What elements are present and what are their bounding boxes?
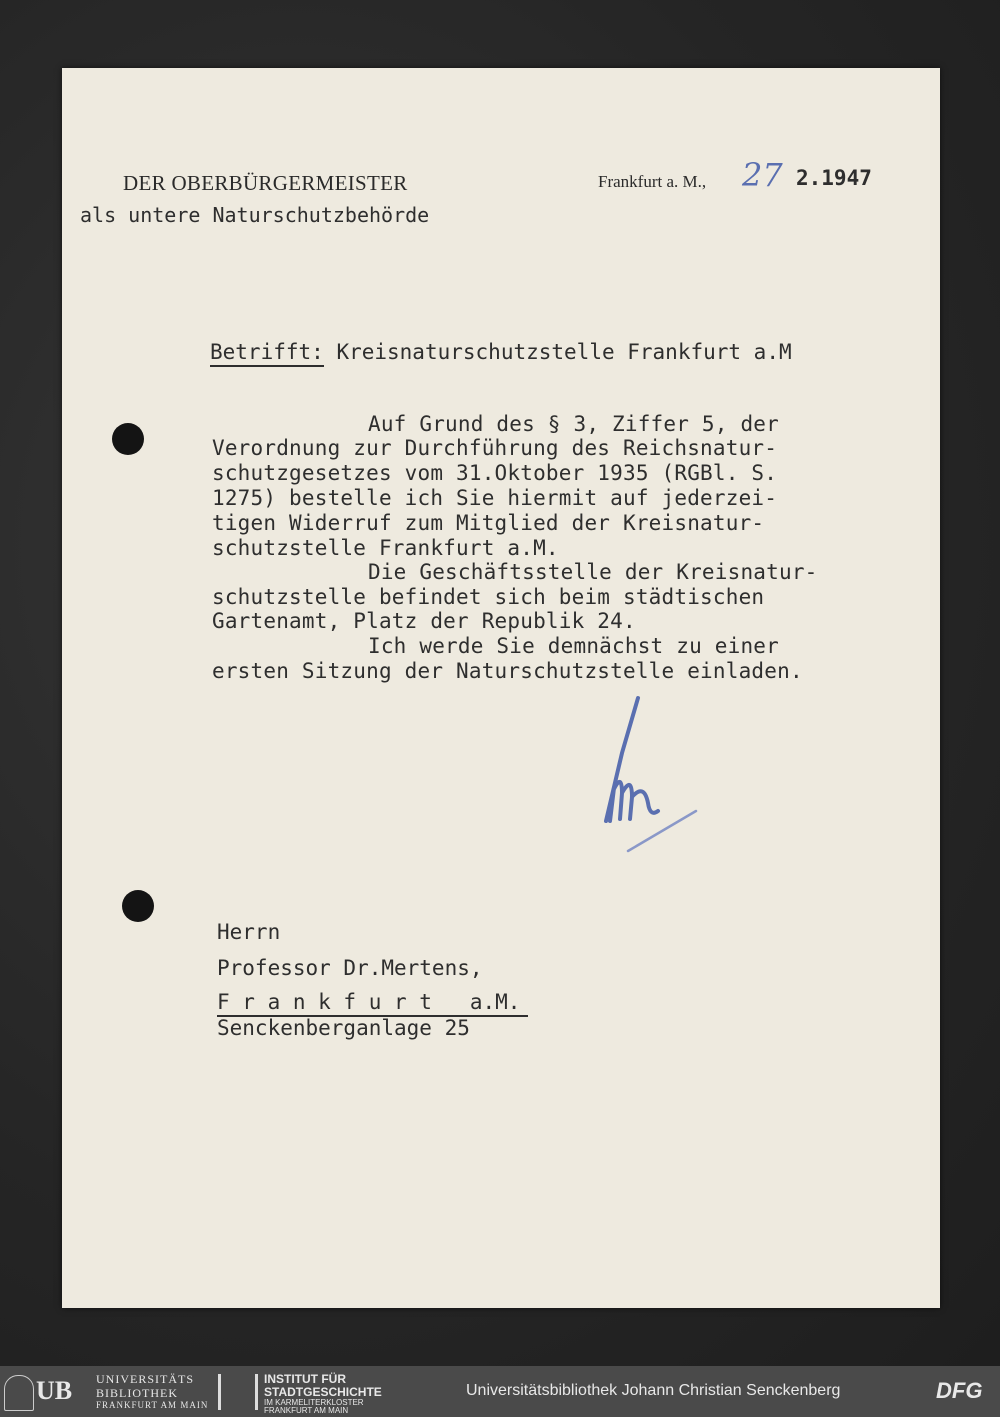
isg-line2: STADTGESCHICHTE <box>264 1385 382 1399</box>
isg-line4: FRANKFURT AM MAIN <box>264 1406 349 1415</box>
signature-scribble <box>592 693 712 863</box>
body-line: Ich werde Sie demnächst zu einer <box>368 634 779 658</box>
subject-text: Kreisnaturschutzstelle Frankfurt a.M <box>336 340 792 364</box>
subject-line <box>210 340 792 364</box>
body-line: ersten Sitzung der Naturschutzstelle einladen. <box>212 659 803 683</box>
body-line: schutzstelle Frankfurt a.M. <box>212 536 559 560</box>
punch-hole-top <box>112 423 144 455</box>
letterhead-authority: als untere Naturschutzbehörde <box>80 203 430 227</box>
date-month-year: 2.1947 <box>796 166 872 190</box>
date-day-handwritten: 27 <box>742 156 783 194</box>
recipient-street: Senckenberganlage 25 <box>217 1016 470 1040</box>
ub-logo: UB <box>36 1376 73 1405</box>
ub-line3: FRANKFURT AM MAIN <box>96 1400 209 1410</box>
body-line: Auf Grund des § 3, Ziffer 5, der <box>368 412 779 436</box>
body-line: Verordnung zur Durchführung des Reichsnatur- <box>212 436 778 460</box>
body-line: Die Geschäftsstelle der Kreisnatur- <box>368 560 818 584</box>
body-line: tigen Widerruf zum Mitglied der Kreisnatur- <box>212 511 765 535</box>
footer-bar <box>0 1366 1000 1417</box>
recipient-name: Professor Dr.Mertens, <box>217 956 483 980</box>
subject-label: Betrifft: <box>210 340 324 367</box>
body-line: schutzgesetzes vom 31.Oktober 1935 (RGBl. S. <box>212 461 778 485</box>
recipient-city: F r a n k f u r t a.M. <box>217 990 528 1017</box>
ub-line1: UNIVERSITÄTS <box>96 1372 194 1386</box>
letter-page <box>62 68 940 1308</box>
letterhead-office: DER OBERBÜRGERMEISTER <box>123 171 408 195</box>
footer-center-text: Universitätsbibliothek Johann Christian Senckenberg <box>466 1382 841 1399</box>
isg-line1: INSTITUT FÜR <box>264 1372 346 1386</box>
isg-emblem-icon <box>218 1374 258 1410</box>
isg-line3: IM KARMELITERKLOSTER <box>264 1398 364 1407</box>
dfg-logo: DFG <box>936 1378 983 1403</box>
punch-hole-bottom <box>122 890 154 922</box>
ub-line2: BIBLIOTHEK <box>96 1386 178 1400</box>
body-line: Gartenamt, Platz der Republik 24. <box>212 609 636 633</box>
date-place-label: Frankfurt a. M., <box>598 172 707 191</box>
recipient-salutation: Herrn <box>217 920 281 944</box>
body-line: schutzstelle befindet sich beim städtischen <box>212 585 765 609</box>
ub-emblem-icon <box>4 1375 34 1411</box>
body-line: 1275) bestelle ich Sie hiermit auf jederzei- <box>212 486 778 510</box>
